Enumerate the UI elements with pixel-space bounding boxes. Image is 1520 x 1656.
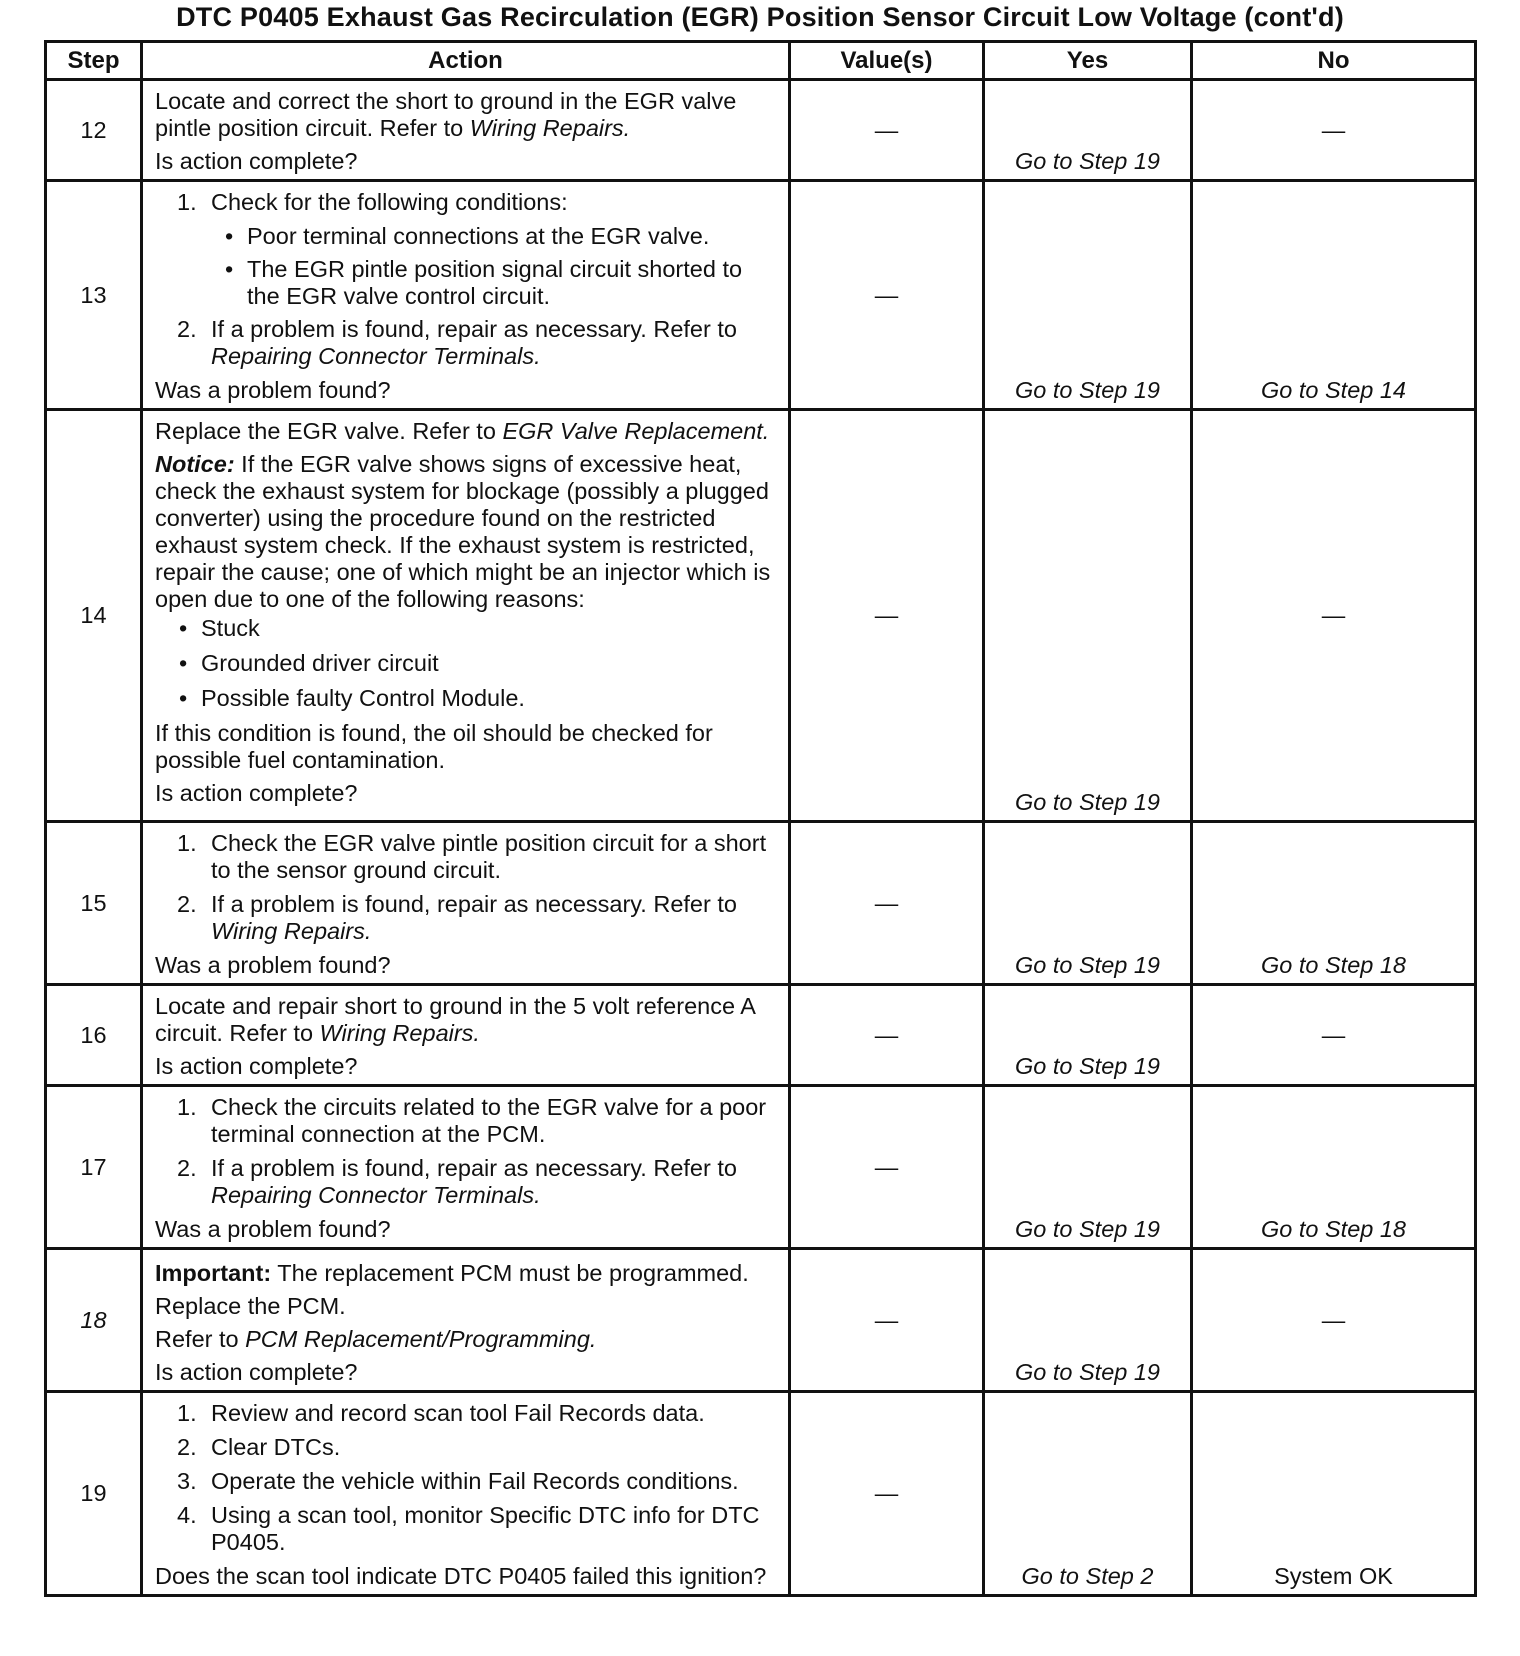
question-text: Was a problem found? — [155, 1216, 391, 1242]
yes-cell: Go to Step 19 — [984, 410, 1192, 822]
reference-link: EGR Valve Replacement. — [502, 418, 770, 444]
header-yes: Yes — [984, 42, 1192, 80]
step-number: 19 — [46, 1392, 142, 1596]
question-text: Was a problem found? — [155, 377, 391, 403]
list-number: 1. — [177, 189, 197, 215]
bullet-item: Stuck — [201, 615, 260, 641]
no-cell: System OK — [1192, 1392, 1476, 1596]
list-number: 2. — [177, 1155, 197, 1181]
action-cell — [142, 985, 790, 1086]
bullet-item: Poor terminal connections at the EGR valve. — [247, 223, 710, 249]
reference-link: Wiring Repairs. — [211, 918, 372, 944]
header-action: Action — [142, 42, 790, 80]
important-text: The replacement PCM must be programmed. — [271, 1260, 749, 1286]
list-number: 2. — [177, 1434, 197, 1460]
bullet-icon: • — [179, 685, 188, 711]
bullet-icon: • — [225, 223, 234, 249]
value-cell: — — [790, 985, 984, 1086]
bullet-icon: • — [179, 650, 188, 676]
header-values: Value(s) — [790, 42, 984, 80]
list-number: 1. — [177, 830, 197, 856]
table-row — [46, 181, 1476, 410]
reference-link: PCM Replacement/Programming. — [245, 1326, 597, 1352]
value-cell: — — [790, 1086, 984, 1249]
no-cell: — — [1192, 80, 1476, 181]
table-row — [46, 1249, 1476, 1392]
question-text: Does the scan tool indicate DTC P0405 failed this ignition? — [155, 1563, 767, 1589]
value-cell: — — [790, 822, 984, 985]
action-text: Replace the PCM. — [155, 1293, 346, 1319]
reference-link: Repairing Connector Terminals. — [211, 343, 541, 369]
question-text: Is action complete? — [155, 780, 358, 806]
table-row — [46, 410, 1476, 822]
header-no: No — [1192, 42, 1476, 80]
question-text: Is action complete? — [155, 1053, 358, 1079]
important-label: Important: — [155, 1260, 272, 1286]
action-cell — [142, 410, 790, 822]
step-number: 15 — [46, 822, 142, 985]
question-text: Is action complete? — [155, 148, 358, 174]
notice-text: If the EGR valve shows signs of excessive heat, check the exhaust system for blockage (possibly a plugged converter) using the procedure found on the restricted exhaust system check. If the exhaust system is restricted, repair the cause; one of which might be an injector which is open due to one of the following reasons: — [155, 451, 771, 612]
action-cell — [142, 822, 790, 985]
list-item: Using a scan tool, monitor Specific DTC info for DTC P0405. — [211, 1502, 760, 1555]
bullet-item: Possible faulty Control Module. — [201, 685, 525, 711]
header-step: Step — [46, 42, 142, 80]
action-cell — [142, 181, 790, 410]
no-cell: Go to Step 18 — [1192, 1086, 1476, 1249]
no-cell: — — [1192, 1249, 1476, 1392]
action-text: Locate and repair short to ground in the 5 volt reference A circuit. Refer to — [155, 993, 755, 1046]
action-cell — [142, 1086, 790, 1249]
list-item: If a problem is found, repair as necessary. Refer to — [211, 891, 737, 917]
list-item: Check for the following conditions: — [211, 189, 568, 215]
step-number: 18 — [46, 1249, 142, 1392]
yes-cell: Go to Step 19 — [984, 1249, 1192, 1392]
action-text: Locate and correct the short to ground in the EGR valve pintle position circuit. Refer to — [155, 88, 737, 141]
yes-cell: Go to Step 19 — [984, 80, 1192, 181]
list-number: 2. — [177, 316, 197, 342]
list-item: Review and record scan tool Fail Records data. — [211, 1400, 705, 1426]
list-number: 3. — [177, 1468, 197, 1494]
diagnostic-table — [44, 40, 1477, 1597]
action-cell — [142, 1249, 790, 1392]
list-number: 2. — [177, 891, 197, 917]
value-cell: — — [790, 80, 984, 181]
value-cell: — — [790, 410, 984, 822]
list-item: Check the circuits related to the EGR valve for a poor terminal connection at the PCM. — [211, 1094, 767, 1147]
question-text: Was a problem found? — [155, 952, 391, 978]
bullet-item: The EGR pintle position signal circuit shorted to the EGR valve control circuit. — [247, 256, 743, 309]
yes-cell: Go to Step 19 — [984, 985, 1192, 1086]
no-cell: — — [1192, 985, 1476, 1086]
step-number: 13 — [46, 181, 142, 410]
table-row — [46, 822, 1476, 985]
yes-cell: Go to Step 2 — [984, 1392, 1192, 1596]
bullet-item: Grounded driver circuit — [201, 650, 439, 676]
list-number: 4. — [177, 1502, 197, 1528]
list-item: If a problem is found, repair as necessary. Refer to — [211, 316, 737, 342]
yes-cell: Go to Step 19 — [984, 181, 1192, 410]
list-number: 1. — [177, 1094, 197, 1120]
list-item: Clear DTCs. — [211, 1434, 341, 1460]
value-cell: — — [790, 1249, 984, 1392]
notice-label: Notice: — [155, 451, 235, 477]
reference-link: Wiring Repairs. — [319, 1020, 480, 1046]
table-row — [46, 1086, 1476, 1249]
table-row — [46, 1392, 1476, 1596]
action-text: Replace the EGR valve. Refer to — [155, 418, 503, 444]
no-cell: — — [1192, 410, 1476, 822]
reference-link: Wiring Repairs. — [469, 115, 631, 141]
value-cell: — — [790, 181, 984, 410]
action-cell — [142, 1392, 790, 1596]
table-row — [46, 985, 1476, 1086]
yes-cell: Go to Step 19 — [984, 822, 1192, 985]
value-cell: — — [790, 1392, 984, 1596]
list-number: 1. — [177, 1400, 197, 1426]
header-row — [46, 42, 1476, 80]
step-number: 17 — [46, 1086, 142, 1249]
no-cell: Go to Step 14 — [1192, 181, 1476, 410]
bullet-icon: • — [225, 256, 234, 282]
action-cell — [142, 80, 790, 181]
action-text: Refer to — [155, 1326, 246, 1352]
step-number: 14 — [46, 410, 142, 822]
list-item: If a problem is found, repair as necessary. Refer to — [211, 1155, 737, 1181]
page-title: DTC P0405 Exhaust Gas Recirculation (EGR) Position Sensor Circuit Low Voltage (cont'd) — [176, 2, 1344, 32]
question-text: Is action complete? — [155, 1359, 358, 1385]
list-item: Operate the vehicle within Fail Records conditions. — [211, 1468, 739, 1494]
yes-cell: Go to Step 19 — [984, 1086, 1192, 1249]
action-text: If this condition is found, the oil should be checked for possible fuel contamination. — [155, 720, 713, 773]
reference-link: Repairing Connector Terminals. — [211, 1182, 541, 1208]
table-row — [46, 80, 1476, 181]
no-cell: Go to Step 18 — [1192, 822, 1476, 985]
bullet-icon: • — [179, 615, 188, 641]
step-number: 16 — [46, 985, 142, 1086]
step-number: 12 — [46, 80, 142, 181]
list-item: Check the EGR valve pintle position circuit for a short to the sensor ground circuit. — [211, 830, 767, 883]
